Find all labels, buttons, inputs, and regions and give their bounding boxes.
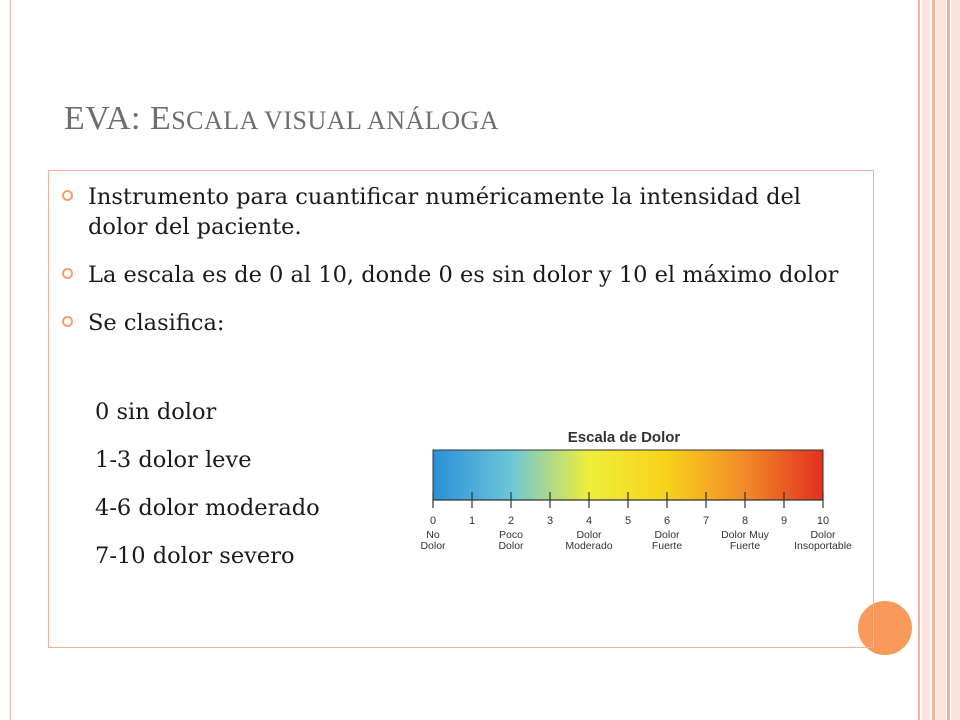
bullet-list [62, 182, 852, 356]
bullet-circle-icon [62, 316, 73, 327]
bullet-text: Se clasifica: [88, 310, 225, 336]
pain-scale-title: Escala de Dolor [567, 429, 681, 446]
title-part-2: SCALA VISUAL ANÁLOGA [171, 106, 500, 135]
decor-stripe [922, 0, 930, 720]
pain-scale-tick-label: 1 [468, 515, 476, 527]
decor-stripe [947, 0, 950, 720]
pain-scale-tick-label: 6 [663, 515, 671, 527]
pain-scale-category-label: Dolor Muy [721, 529, 769, 541]
bullet-text: La escala es de 0 al 10, donde 0 es sin dolor y 10 el máximo dolor [88, 262, 839, 288]
pain-scale-tick-label: 0 [429, 515, 437, 527]
bullet-item [62, 182, 852, 242]
title-part-1: EVA: E [64, 100, 172, 137]
pain-scale-category-label: Insoportable [794, 540, 852, 552]
pain-scale-tick-label: 10 [816, 515, 830, 527]
pain-scale-tick-label: 2 [507, 515, 515, 527]
classification-list [95, 398, 320, 590]
classification-item: 4-6 dolor moderado [95, 495, 320, 521]
bullet-text: Instrumento para cuantificar numéricamente la intensidad del dolor del paciente. [88, 184, 801, 240]
bullet-item [62, 308, 852, 338]
pain-scale-category-label: Dolor [498, 540, 524, 552]
left-border-line [10, 0, 11, 720]
pain-scale-category-label: Dolor [810, 529, 836, 541]
pain-scale-category-label: Dolor [576, 529, 602, 541]
pain-scale-figure [405, 420, 875, 570]
pain-scale-tick-label: 8 [741, 515, 749, 527]
classification-item: 7-10 dolor severo [95, 543, 295, 569]
pain-scale-category-label: Poco [499, 529, 523, 541]
pain-scale-tick-label: 9 [780, 515, 788, 527]
decor-stripe [951, 0, 960, 720]
pain-scale-tick-label: 3 [546, 515, 554, 527]
bullet-item [62, 260, 852, 290]
decor-stripe [932, 0, 935, 720]
pain-scale-tick-label: 4 [585, 515, 593, 527]
classification-item: 1-3 dolor leve [95, 447, 252, 473]
pain-scale-tick-label: 5 [624, 515, 632, 527]
pain-scale-category-label: Moderado [565, 540, 613, 552]
classification-item: 0 sin dolor [95, 399, 217, 425]
bullet-circle-icon [62, 268, 73, 279]
pain-scale-category-label: Dolor [420, 540, 446, 552]
pain-scale-category-label: Fuerte [651, 540, 683, 552]
pain-scale-category-label: No [426, 529, 440, 541]
slide-title [64, 100, 499, 138]
pain-scale-category-label: Fuerte [729, 540, 761, 552]
decor-stripe [936, 0, 946, 720]
pain-scale-tick-label: 7 [702, 515, 710, 527]
decor-stripe [918, 0, 920, 720]
bullet-circle-icon [62, 190, 73, 201]
pain-scale-category-label: Dolor [654, 529, 680, 541]
